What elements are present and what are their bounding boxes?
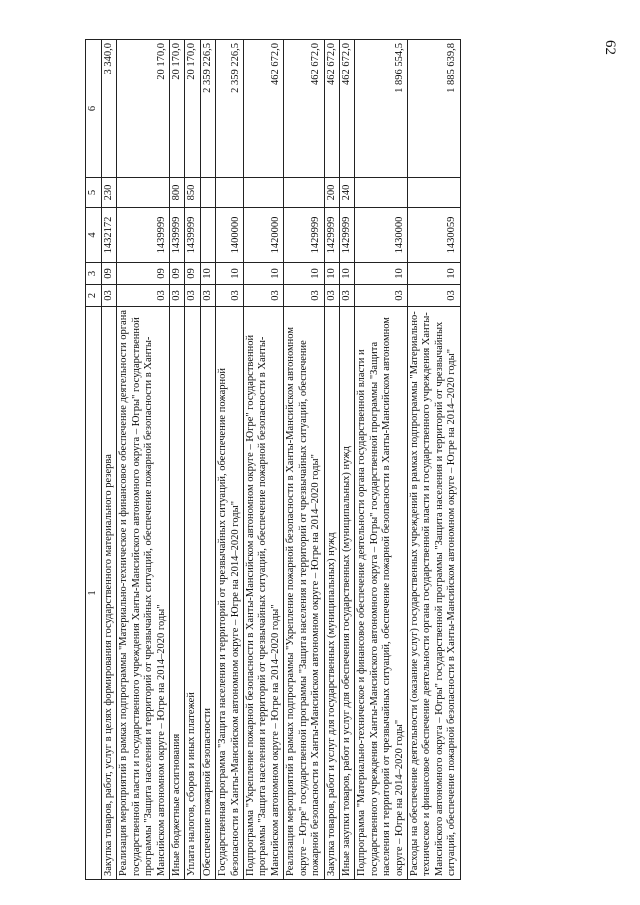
row-code-target: 1430000 xyxy=(355,208,408,263)
row-code-type xyxy=(355,178,408,208)
row-code-type xyxy=(244,178,284,208)
table-row xyxy=(324,40,339,880)
row-code-target: 1420000 xyxy=(244,208,284,263)
row-description: Подпрограмма "Укрепление пожарной безопасности в Ханты-Мансийском автономном округе – Югре" государственной программы "Защита населения и территорий от чрезвычайных ситуаций, обеспечение пожарной безопасности в Ханты-Мансийском автономном округе – Югре на 2014–2020 годы" xyxy=(244,307,284,880)
row-code-subsection: 09 xyxy=(185,263,200,285)
row-code-subsection: 10 xyxy=(284,263,324,285)
row-code-type xyxy=(117,178,170,208)
row-description: Иные закупки товаров, работ и услуг для обеспечения государственных (муниципальных) нужд xyxy=(339,307,354,880)
header-cell: 3 xyxy=(86,263,102,285)
row-code-target: 1429999 xyxy=(324,208,339,263)
row-amount: 20 170,0 xyxy=(117,40,170,178)
row-code-subsection: 10 xyxy=(244,263,284,285)
table-row xyxy=(117,40,170,880)
row-amount: 462 672,0 xyxy=(324,40,339,178)
row-description: Расходы на обеспечение деятельности (оказание услуг) государственных учреждений в рамках подпрограммы "Материально-техническое и финансовое обеспечение деятельности органа государственной власти и государственного учреждения Ханты-Мансийского автономного округа – Югры" государственной программы "Защита населения и территорий от чрезвычайных ситуаций, обеспечение пожарной безопасности в Ханты-Мансийском автономном округе – Югре на 2014–2020 годы" xyxy=(407,307,460,880)
row-description: Реализация мероприятий в рамках подпрограммы "Материально-техническое и финансовое обеспечение деятельности органа государственной власти и государственного учреждения Ханты-Мансийского автономного округа – Югры" государственной программы "Защита населения и территорий от чрезвычайных ситуаций, обеспечение пожарной безопасности в Ханты-Мансийском автономном округе – Югре на 2014–2020 годы" xyxy=(117,307,170,880)
row-code-target: 1432172 xyxy=(102,208,117,263)
table-row xyxy=(200,40,215,880)
row-code-target: 1439999 xyxy=(117,208,170,263)
row-code-section: 03 xyxy=(339,285,354,307)
page-number: 62 xyxy=(602,40,618,55)
table-row xyxy=(185,40,200,880)
header-row xyxy=(86,40,102,880)
row-code-target: 1429999 xyxy=(339,208,354,263)
header-cell: 5 xyxy=(86,178,102,208)
row-code-subsection: 10 xyxy=(355,263,408,285)
row-description: Государственная программа "Защита населения и территорий от чрезвычайных ситуаций, обеспечение пожарной безопасности в Ханты-Мансийском автономном округе – Югре на 2014–2020 годы" xyxy=(216,307,244,880)
row-amount: 462 672,0 xyxy=(339,40,354,178)
row-description: Уплата налогов, сборов и иных платежей xyxy=(185,307,200,880)
row-code-section: 03 xyxy=(102,285,117,307)
row-code-target: 1429999 xyxy=(284,208,324,263)
row-amount: 3 340,0 xyxy=(102,40,117,178)
row-code-type xyxy=(216,178,244,208)
row-amount: 2 359 226,5 xyxy=(200,40,215,178)
row-code-section: 03 xyxy=(216,285,244,307)
row-amount: 2 359 226,5 xyxy=(216,40,244,178)
row-amount: 462 672,0 xyxy=(284,40,324,178)
row-code-subsection: 09 xyxy=(117,263,170,285)
row-code-target: 1439999 xyxy=(185,208,200,263)
row-amount: 1 896 554,5 xyxy=(355,40,408,178)
budget-table xyxy=(85,39,461,880)
row-code-subsection: 09 xyxy=(102,263,117,285)
row-code-subsection: 10 xyxy=(339,263,354,285)
row-code-type xyxy=(200,178,215,208)
row-code-section: 03 xyxy=(200,285,215,307)
row-code-type: 200 xyxy=(324,178,339,208)
row-code-section: 03 xyxy=(185,285,200,307)
row-code-section: 03 xyxy=(355,285,408,307)
table-row xyxy=(339,40,354,880)
row-description: Закупка товаров, работ, услуг в целях формирования государственного материального резерва xyxy=(102,307,117,880)
table-row xyxy=(170,40,185,880)
header-cell: 6 xyxy=(86,40,102,178)
row-code-target: 1430059 xyxy=(407,208,460,263)
row-description: Реализация мероприятий в рамках подпрограммы "Укрепление пожарной безопасности в Ханты-Мансийском автономном округе – Югре" государственной программы "Защита населения и территорий от чрезвычайных ситуаций, обеспечение пожарной безопасности в Ханты-Мансийском автономном округе – Югре на 2014–2020 годы" xyxy=(284,307,324,880)
row-code-type xyxy=(407,178,460,208)
row-code-section: 03 xyxy=(244,285,284,307)
row-code-section: 03 xyxy=(407,285,460,307)
table-row xyxy=(102,40,117,880)
row-code-target: 1439999 xyxy=(170,208,185,263)
row-code-section: 03 xyxy=(117,285,170,307)
header-cell: 1 xyxy=(86,307,102,880)
row-description: Подпрограмма "Материально-техническое и финансовое обеспечение деятельности органа государственной власти и государственного учреждения Ханты-Мансийского автономного округа – Югры" государственной программы "Защита населения и территорий от чрезвычайных ситуаций, обеспечение пожарной безопасности в Ханты-Мансийском автономном округе – Югре на 2014–2020 годы" xyxy=(355,307,408,880)
row-code-type: 230 xyxy=(102,178,117,208)
row-code-type: 850 xyxy=(185,178,200,208)
header-cell: 4 xyxy=(86,208,102,263)
row-code-subsection: 10 xyxy=(200,263,215,285)
row-code-section: 03 xyxy=(324,285,339,307)
row-amount: 20 170,0 xyxy=(170,40,185,178)
table-row xyxy=(244,40,284,880)
header-cell: 2 xyxy=(86,285,102,307)
row-amount: 1 885 639,8 xyxy=(407,40,460,178)
row-description: Обеспечение пожарной безопасности xyxy=(200,307,215,880)
row-code-subsection: 10 xyxy=(216,263,244,285)
table-row xyxy=(355,40,408,880)
row-code-target xyxy=(200,208,215,263)
rotated-page xyxy=(85,40,615,880)
row-code-type: 800 xyxy=(170,178,185,208)
row-code-type: 240 xyxy=(339,178,354,208)
row-code-type xyxy=(284,178,324,208)
row-description: Закупка товаров, работ и услуг для государственных (муниципальных) нужд xyxy=(324,307,339,880)
row-amount: 462 672,0 xyxy=(244,40,284,178)
row-code-target: 1400000 xyxy=(216,208,244,263)
table-row xyxy=(216,40,244,880)
row-amount: 20 170,0 xyxy=(185,40,200,178)
row-code-section: 03 xyxy=(284,285,324,307)
row-code-section: 03 xyxy=(170,285,185,307)
row-description: Иные бюджетные ассигнования xyxy=(170,307,185,880)
row-code-subsection: 10 xyxy=(407,263,460,285)
row-code-subsection: 09 xyxy=(170,263,185,285)
table-row xyxy=(407,40,460,880)
row-code-subsection: 10 xyxy=(324,263,339,285)
table-row xyxy=(284,40,324,880)
